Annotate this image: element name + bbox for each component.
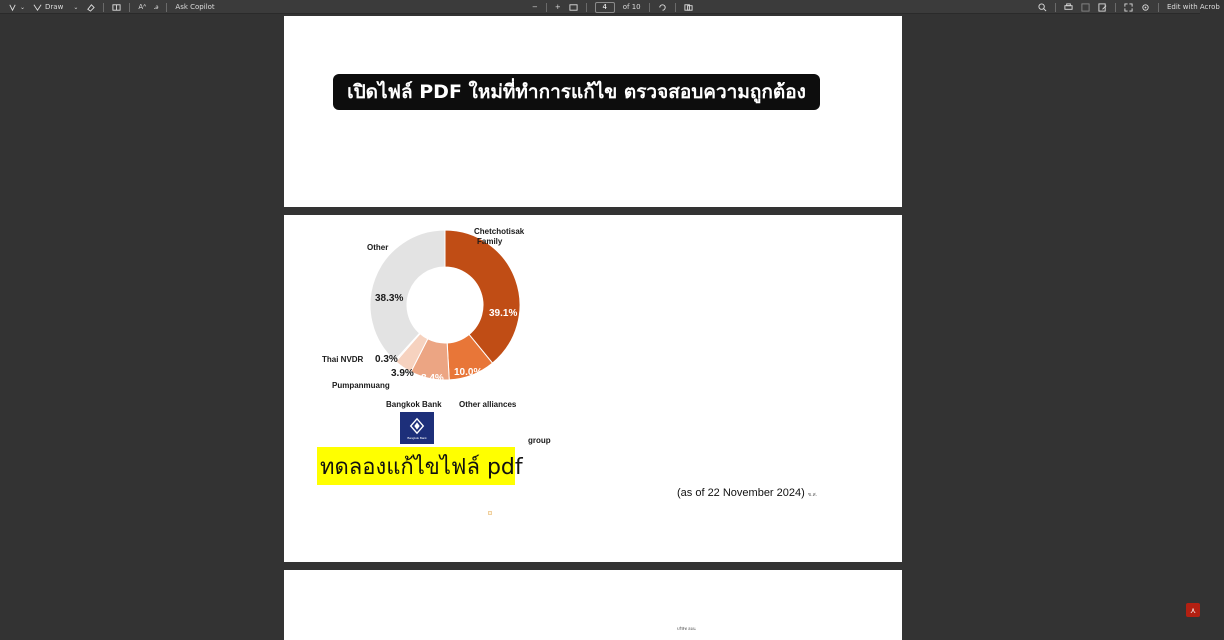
- label-other-alliances: Other alliances: [459, 400, 517, 409]
- label-other-pct: 38.3%: [375, 293, 404, 304]
- annotation-marker[interactable]: [488, 511, 492, 515]
- view-mode-button[interactable]: [108, 0, 125, 14]
- pdf-page-2: [284, 215, 902, 562]
- label-bangkok-bank: Bangkok Bank: [386, 400, 442, 409]
- page-total-label: of 10: [622, 3, 641, 11]
- ask-copilot-label: Ask Copilot: [175, 3, 215, 11]
- rotate-icon: [658, 3, 667, 12]
- bangkok-bank-logo: [400, 412, 434, 444]
- as-of-date: [677, 487, 817, 499]
- toolbar-divider: [103, 3, 104, 12]
- zoom-in-icon: +: [554, 3, 561, 11]
- search-icon: [1038, 3, 1047, 12]
- book-icon: [112, 3, 121, 12]
- toolbar-divider: [1115, 3, 1116, 12]
- toolbar-divider: [586, 3, 587, 12]
- toolbar-divider: [1055, 3, 1056, 12]
- toolbar-right-group: [1034, 0, 1224, 14]
- printer-icon: [1064, 3, 1073, 12]
- page-view-button[interactable]: [680, 0, 697, 14]
- save-icon: [1081, 3, 1090, 12]
- label-thai-nvdr-pct: 0.3%: [375, 354, 398, 365]
- settings-button[interactable]: [1137, 0, 1154, 14]
- label-alliances-pct: 10.0%: [454, 367, 483, 378]
- zoom-out-icon: −: [532, 3, 538, 11]
- page-view-icon: [684, 3, 693, 12]
- highlighter-icon: [8, 3, 17, 12]
- rotate-button[interactable]: [654, 0, 671, 14]
- zoom-in-button[interactable]: [551, 0, 565, 14]
- save-as-button[interactable]: [1094, 0, 1111, 14]
- save-button[interactable]: [1077, 0, 1094, 14]
- toolbar-divider: [166, 3, 167, 12]
- expand-icon: [1124, 3, 1133, 12]
- edit-with-acrobat-label: Edit with Acrob: [1167, 3, 1220, 11]
- text-size-icon: Aᴬ: [138, 3, 147, 11]
- as-of-date-small: ข.ส.: [807, 492, 818, 498]
- eraser-button[interactable]: [82, 0, 99, 14]
- label-bangkok-pct: 8.4%: [421, 373, 444, 384]
- chevron-down-icon: ⌄: [20, 3, 26, 11]
- ask-copilot-button[interactable]: [171, 0, 218, 14]
- page3-small-text: บริษัท ฮอน: [677, 626, 696, 631]
- translate-icon: ꭿ: [154, 2, 159, 11]
- eraser-icon: [86, 3, 95, 12]
- toolbar-divider: [129, 3, 130, 12]
- fullscreen-button[interactable]: [1120, 0, 1137, 14]
- print-button[interactable]: [1060, 0, 1077, 14]
- label-chetchotisak-line2: Family: [477, 237, 503, 246]
- zoom-out-button[interactable]: [528, 0, 542, 14]
- edit-with-acrobat-button[interactable]: [1163, 0, 1224, 14]
- chevron-down-icon: ⌄: [73, 3, 79, 11]
- logo-caption: Bangkok Bank: [407, 435, 427, 440]
- label-chetchotisak-line1: Chetchotisak: [474, 227, 525, 236]
- viewer-toolbar: [0, 0, 1220, 14]
- toolbar-divider: [675, 3, 676, 12]
- translate-button[interactable]: [150, 0, 162, 14]
- label-chetchotisak-pct: 39.1%: [489, 308, 518, 319]
- page-number-input[interactable]: 4: [595, 2, 615, 13]
- label-thai-nvdr: Thai NVDR: [322, 355, 364, 364]
- toolbar-divider: [1158, 3, 1159, 12]
- label-other: Other: [367, 243, 389, 252]
- label-pumpanmuang-pct: 3.9%: [391, 368, 414, 379]
- as-of-date-text: (as of 22 November 2024): [677, 487, 805, 499]
- toolbar-divider: [546, 3, 547, 12]
- search-button[interactable]: [1034, 0, 1051, 14]
- toolbar-left-group: [4, 0, 219, 14]
- pen-icon: [33, 3, 42, 12]
- fit-page-button[interactable]: [565, 0, 582, 14]
- acrobat-icon[interactable]: ⋏: [1186, 603, 1200, 617]
- draw-label: Draw: [45, 3, 64, 11]
- pdf-page-1: [284, 16, 902, 207]
- highlighted-edit-text: ทดลองแก้ไขไฟล์ pdf: [317, 447, 515, 485]
- label-group: group: [528, 436, 551, 445]
- draw-tool-button[interactable]: [29, 0, 82, 14]
- toolbar-divider: [649, 3, 650, 12]
- toolbar-center-group: [528, 0, 697, 14]
- save-as-icon: [1098, 3, 1107, 12]
- shareholder-donut-chart: [284, 215, 584, 415]
- pdf-page-3: [284, 570, 902, 640]
- lotus-icon: [408, 417, 426, 435]
- highlight-tool-button[interactable]: [4, 0, 29, 14]
- banner-title: เปิดไฟล์ PDF ใหม่ที่ทำการแก้ไข ตรวจสอบความถูกต้อง: [333, 74, 820, 110]
- label-pumpanmuang: Pumpanmuang: [332, 381, 390, 390]
- fit-page-icon: [569, 3, 578, 12]
- gear-icon: [1141, 3, 1150, 12]
- read-aloud-button[interactable]: [134, 0, 150, 14]
